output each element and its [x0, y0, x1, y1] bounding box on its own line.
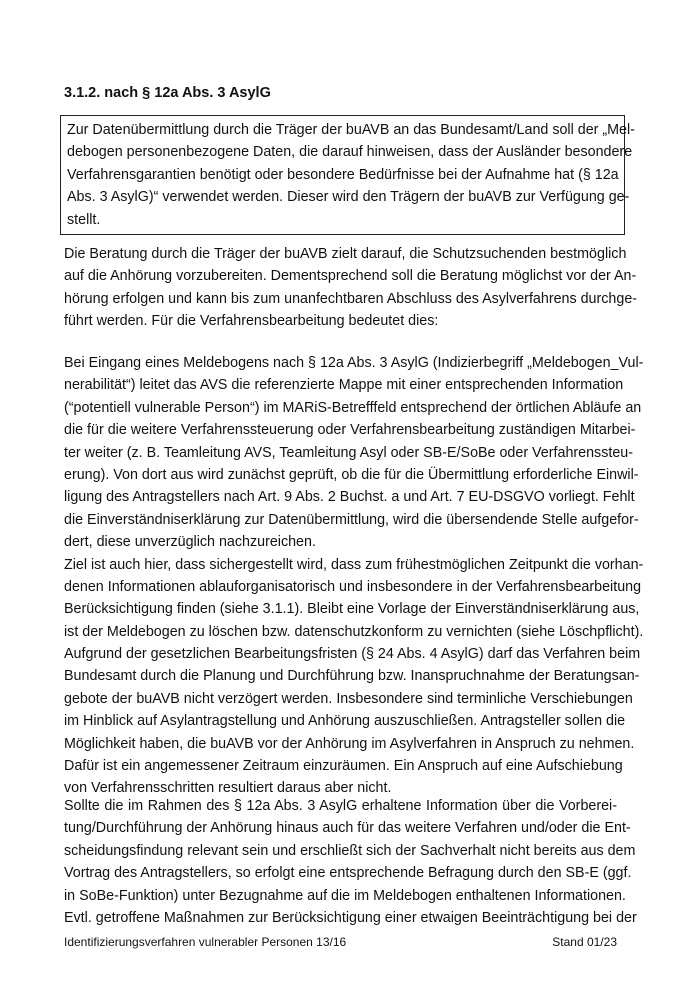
text-line: ist der Meldebogen zu löschen bzw. datenschutzkonform zu vernichten (siehe Löschpflicht). [64, 623, 644, 640]
paragraph-hearing [64, 795, 637, 929]
text-line: Bundesamt durch die Planung und Durchführung bzw. Inanspruchnahme der Beratungsan- [64, 668, 640, 685]
text-line: Aufgrund der gesetzlichen Bearbeitungsfristen (§ 24 Abs. 4 AsylG) darf das Verfahren beim [64, 646, 641, 663]
text-line: von Verfahrensschritten resultiert daraus aber nicht. [64, 780, 392, 797]
text-line: auf die Anhörung vorzubereiten. Dementsprechend soll die Beratung möglichst vor der An- [64, 268, 637, 285]
text-line: scheidungsfindung relevant sein und erschließt sich der Sachverhalt nicht bereits aus dem [64, 842, 636, 859]
page-footer [64, 935, 617, 949]
text-line: Vortrag des Antragstellers, so erfolgt eine entsprechende Befragung durch den SB-E (ggf. [64, 865, 632, 882]
text-line: Zur Datenübermittlung durch die Träger der buAVB an das Bundesamt/Land soll der „Mel- [67, 122, 635, 138]
text-line: in SoBe-Funktion) unter Bezugnahme auf die im Meldebogen enthaltenen Informationen. [64, 887, 626, 904]
text-line: tung/Durchführung der Anhörung hinaus auch für das weitere Verfahren und/oder die Ent- [64, 820, 631, 837]
text-line: Sollte die im Rahmen des § 12a Abs. 3 AsylG erhaltene Information über die Vorberei- [64, 798, 617, 814]
info-box [60, 115, 635, 235]
text-line: Berücksichtigung finden (siehe 3.1.1). Bleibt eine Vorlage der Einverständniserklärung aus, [64, 601, 640, 618]
text-line: Abs. 3 AsylG)“ verwendet werden. Dieser wird den Trägern der buAVB zur Verfügung ge- [67, 189, 630, 206]
text-line: Evtl. getroffene Maßnahmen zur Berücksichtigung einer etwaigen Beeinträchtigung bei der [64, 909, 637, 926]
text-line: Bei Eingang eines Meldebogens nach § 12a Abs. 3 AsylG (Indizierbegriff „Meldebogen_Vul- [64, 355, 644, 371]
text-line: hörung erfolgen und kann bis zum unanfechtbaren Abschluss des Asylverfahrens durchge- [64, 290, 638, 307]
text-line: die für die weitere Verfahrenssteuerung oder Verfahrensbearbeitung zuständigen Mitarbei- [64, 422, 636, 439]
text-line: dert, diese unverzüglich nachzureichen. [64, 534, 316, 551]
text-line: erung). Von dort aus wird zunächst geprüft, ob die für die Übermittlung erforderliche Einwil- [64, 466, 639, 483]
text-line: führt werden. Für die Verfahrensbearbeitung bedeutet dies: [64, 313, 439, 330]
text-line: gebote der buAVB nicht verzögert werden. Insbesondere sind terminliche Verschiebungen [64, 690, 633, 707]
text-line: ligung des Antragstellers nach Art. 9 Abs. 2 Buchst. a und Art. 7 EU-DSGVO vorliegt. Fehlt [64, 489, 635, 506]
paragraph-advice [64, 243, 638, 333]
text-line: Ziel ist auch hier, dass sichergestellt wird, dass zum frühestmöglichen Zeitpunkt die vorhan- [64, 556, 644, 573]
footer-left: Identifizierungsverfahren vulnerabler Personen 13/16 [64, 935, 347, 949]
text-line: Verfahrensgarantien benötigt oder besondere Bedürfnisse bei der Aufnahme hat (§ 12a [67, 166, 619, 183]
text-line: nerabilität“) leitet das AVS die referenzierte Mappe mit einer entsprechenden Information [64, 377, 624, 394]
section-heading: 3.1.2. nach § 12a Abs. 3 AsylG [64, 85, 271, 101]
text-line: ter weiter (z. B. Teamleitung AVS, Teamleitung Asyl oder SB-E/SoBe oder Verfahrenssteu- [64, 444, 633, 461]
paragraph-procedure [64, 352, 644, 800]
text-line: im Hinblick auf Asylantragstellung und Anhörung auszuschließen. Antragsteller sollen die [64, 713, 626, 730]
text-line: Dafür ist ein angemessener Zeitraum einzuräumen. Ein Anspruch auf eine Aufschiebung [64, 758, 623, 775]
text-line: debogen personenbezogene Daten, die darauf hinweisen, dass der Ausländer besondere [67, 144, 633, 161]
text-line: Die Beratung durch die Träger der buAVB zielt darauf, die Schutzsuchenden bestmöglich [64, 246, 627, 262]
text-line: (“potentiell vulnerable Person“) im MARiS-Betrefffeld entsprechend der örtlichen Abläufe an [64, 399, 642, 416]
text-line: Möglichkeit haben, die buAVB vor der Anhörung im Asylverfahren in Anspruch zu nehmen. [64, 735, 635, 752]
text-line: stellt. [67, 211, 101, 228]
footer-right: Stand 01/23 [552, 935, 617, 949]
info-box-text [67, 119, 635, 231]
text-line: die Einverständniserklärung zur Datenübermittlung, wird die übersendende Stelle aufgefor- [64, 511, 639, 528]
text-line: denen Informationen ablauforganisatorisch und insbesondere in der Verfahrensbearbeitung [64, 578, 642, 595]
